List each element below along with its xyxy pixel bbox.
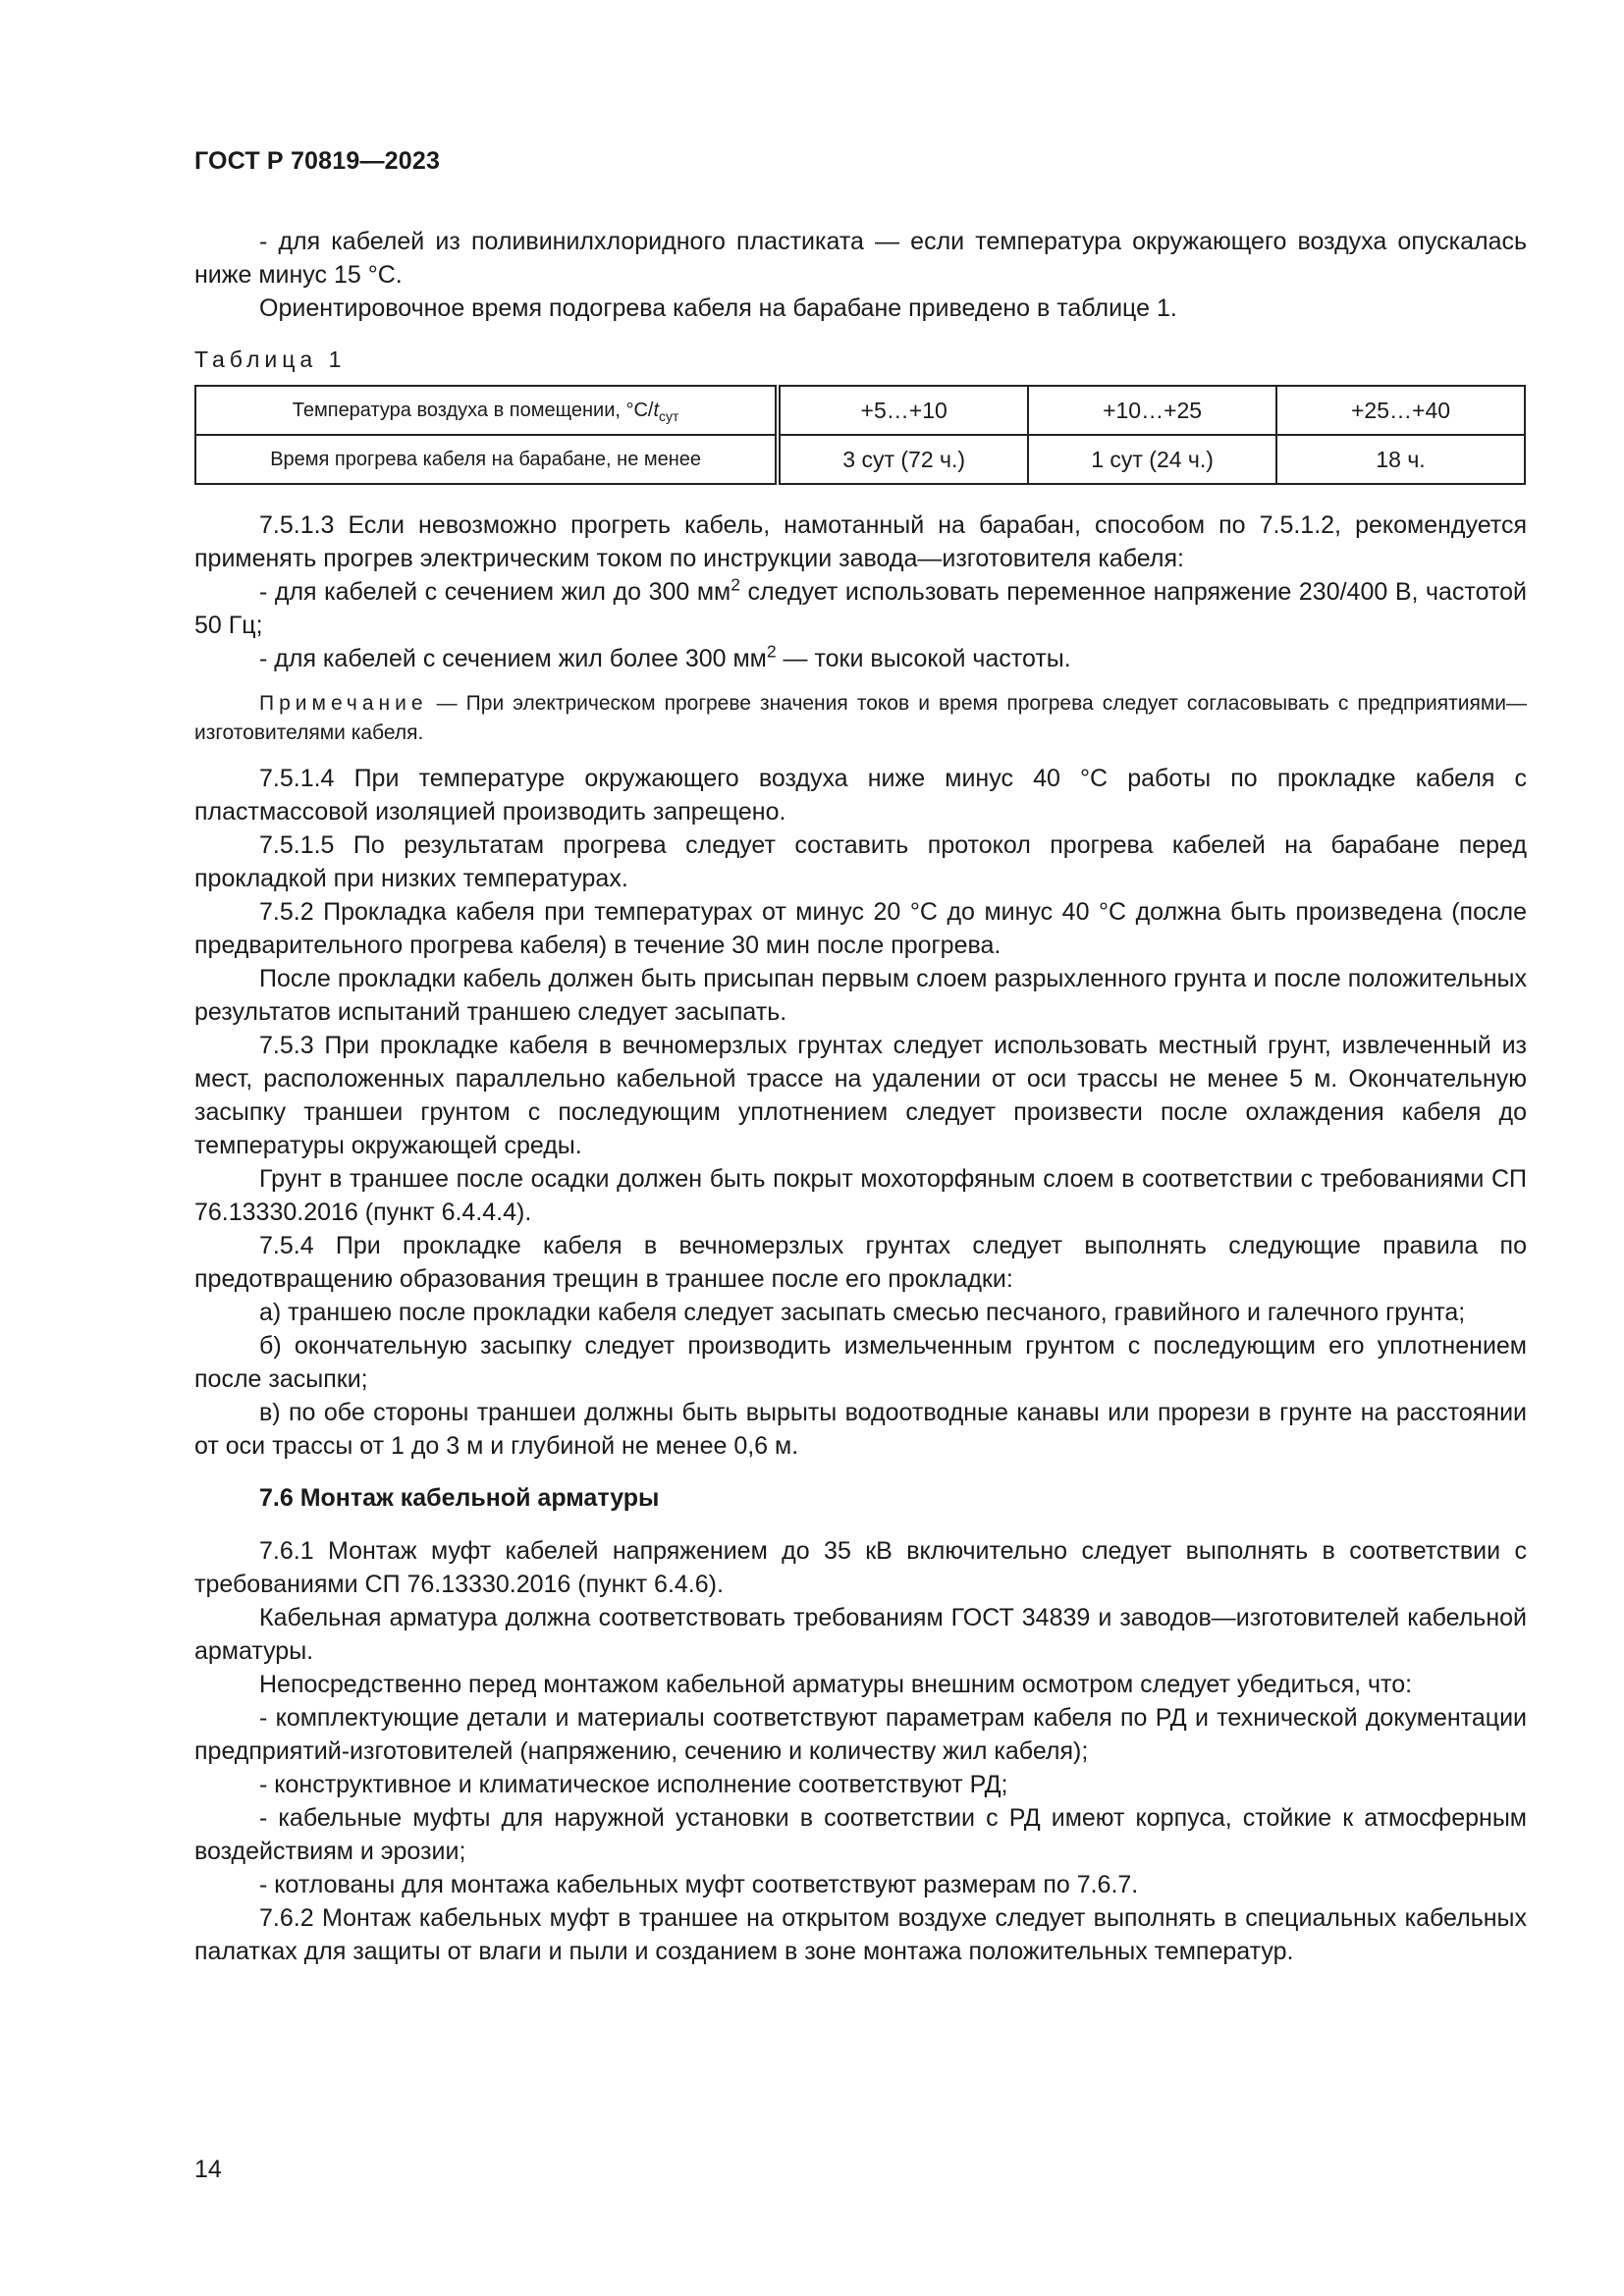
table-cell: +25…+40 (1276, 386, 1525, 435)
paragraph: 7.5.3 При прокладке кабеля в вечномерзлых грунтах следует использовать местный грунт, извлеченный из мест, расположенных параллельно кабельной трассе на удалении от оси трассы не менее 5 м. Окончательную засыпку траншеи грунтом с последующим уплотнением следует произвести после охлаждения кабеля до температуры окружающей среды. (194, 1032, 1527, 1159)
table-cell: +5…+10 (778, 386, 1028, 435)
list-item: б) окончательную засыпку следует производить измельченным грунтом с последующим его уплотнением после засыпки; (194, 1332, 1527, 1393)
table-cell: 1 сут (24 ч.) (1028, 435, 1276, 484)
table-caption: Таблица 1 (194, 347, 347, 372)
list-item: - конструктивное и климатическое исполнение соответствуют РД; (259, 1771, 1008, 1798)
list-item: в) по обе стороны траншеи должны быть вырыты водоотводные канавы или прорези в грунте на расстоянии от оси трассы от 1 до 3 м и глубиной не менее 0,6 м. (194, 1399, 1527, 1460)
table-row-label: Время прогрева кабеля на барабане, не менее (195, 435, 778, 484)
table-cell: +10…+25 (1028, 386, 1276, 435)
paragraph: 7.5.1.5 По результатам прогрева следует составить протокол прогрева кабелей на барабане перед прокладкой при низких температурах. (194, 831, 1527, 892)
paragraph: 7.5.4 При прокладке кабеля в вечномерзлых грунтах следует выполнять следующие правила по предотвращению образования трещин в траншее после его прокладки: (194, 1232, 1527, 1293)
list-item: - комплектующие детали и материалы соответствуют параметрам кабеля по РД и технической документации предприятий-изготовителей (напряжению, сечению и количеству жил кабеля); (194, 1704, 1527, 1765)
list-item: - для кабелей с сечением жил более 300 $мм^2$ — токи высокой частоты. (259, 641, 1071, 672)
page-number: 14 (194, 2156, 222, 2183)
paragraph: Непосредственно перед монтажом кабельной арматуры внешним осмотром следует убедиться, что: (259, 1671, 1413, 1698)
paragraph: - для кабелей из поливинилхлоридного пластиката — если температура окружающего воздуха опускалась ниже минус 15 °С. (194, 228, 1527, 289)
paragraph: Кабельная арматура должна соответствовать требованиям ГОСТ 34839 и заводов—изготовителей кабельной арматуры. (194, 1604, 1527, 1665)
heating-time-table (194, 385, 1526, 485)
table-row (195, 435, 1525, 484)
paragraph: После прокладки кабель должен быть присыпан первым слоем разрыхленного грунта и после положительных результатов испытаний траншею следует засыпать. (194, 965, 1527, 1026)
list-item: а) траншею после прокладки кабеля следует засыпать смесью песчаного, гравийного и галечного грунта; (259, 1299, 1466, 1326)
table-cell: 18 ч. (1276, 435, 1525, 484)
paragraph: 7.6.2 Монтаж кабельных муфт в траншее на открытом воздухе следует выполнять в специальных кабельных палатках для защиты от влаги и пыли и созданием в зоне монтажа положительных температур. (194, 1904, 1527, 1965)
note: Примечание — При электрическом прогреве значения токов и время прогрева следует согласовывать с предприятиями—изготовителями кабеля. (194, 692, 1527, 744)
paragraph: 7.5.1.3 Если невозможно прогреть кабель, намотанный на барабан, способом по 7.5.1.2, рекомендуется применять прогрев электрическим током по инструкции завода—изготовителя кабеля: (194, 511, 1527, 572)
list-item: - котлованы для монтажа кабельных муфт соответствуют размерам по 7.6.7. (259, 1871, 1139, 1898)
table-cell: 3 сут (72 ч.) (778, 435, 1028, 484)
paragraph: 7.5.2 Прокладка кабеля при температурах от минус 20 °С до минус 40 °С должна быть произведена (после предварительного прогрева кабеля) в течение 30 мин после прогрева. (194, 898, 1527, 959)
paragraph: Грунт в траншее после осадки должен быть покрыт мохоторфяным слоем в соответствии с требованиями СП 76.13330.2016 (пункт 6.4.4.4). (194, 1165, 1527, 1226)
table-row-label: Температура воздуха в помещении, $^\circ С/t_{сут}$ (195, 386, 778, 435)
section-title: 7.6 Монтаж кабельной арматуры (259, 1484, 660, 1512)
table-row (195, 386, 1525, 435)
paragraph: 7.5.1.4 При температуре окружающего воздуха ниже минус 40 °С работы по прокладке кабеля с пластмассовой изоляцией производить запрещено. (194, 765, 1527, 826)
list-item: - для кабелей с сечением жил до 300 $мм^2$ следует использовать переменное напряжение 230/400 В, частотой 50 Гц; (194, 574, 1527, 639)
paragraph: Ориентировочное время подогрева кабеля на барабане приведено в таблице 1. (259, 294, 1177, 322)
document-page (194, 147, 1527, 1968)
document-header: ГОСТ Р 70819—2023 (194, 147, 441, 175)
list-item: - кабельные муфты для наружной установки в соответствии с РД имеют корпуса, стойкие к атмосферным воздействиям и эрозии; (194, 1804, 1527, 1865)
paragraph: 7.6.1 Монтаж муфт кабелей напряжением до 35 кВ включительно следует выполнять в соответствии с требованиями СП 76.13330.2016 (пункт 6.4.6). (194, 1537, 1527, 1598)
